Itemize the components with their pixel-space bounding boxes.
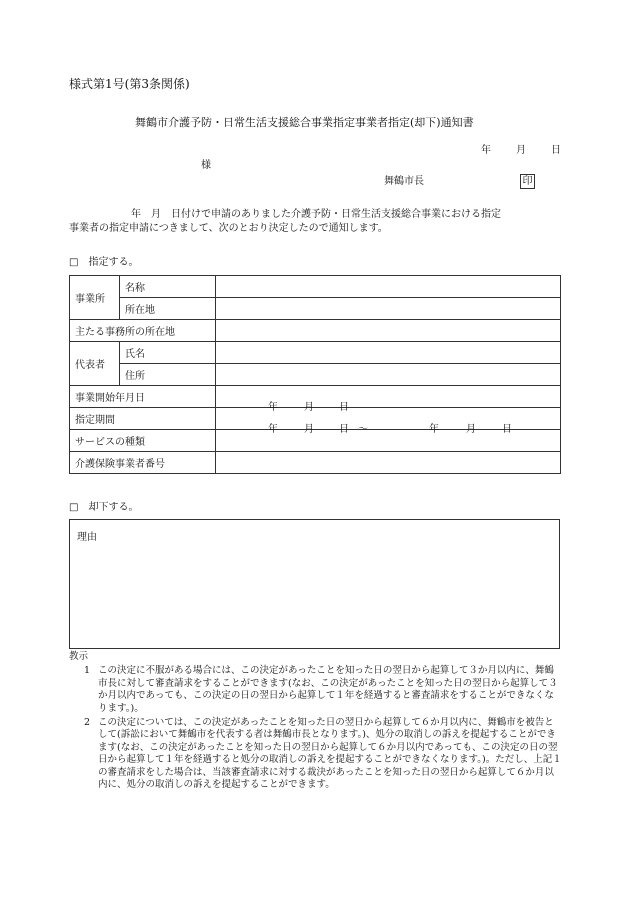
representative-label: 代表者 <box>70 342 120 386</box>
start-date-label: 事業開始年月日 <box>70 386 216 408</box>
start-date-day: 日 <box>339 402 349 413</box>
period-to-day: 日 <box>502 424 512 435</box>
reason-label: 理由 <box>77 532 97 543</box>
main-office-value[interactable] <box>216 320 561 342</box>
rep-name-label: 氏名 <box>120 342 216 364</box>
office-name-label: 名称 <box>120 276 216 298</box>
insurer-number-value[interactable] <box>216 452 561 474</box>
notice-heading: 教示 <box>69 651 89 662</box>
note-item <box>69 717 563 791</box>
designation-table <box>69 275 561 474</box>
note-number: 2 <box>84 717 91 729</box>
office-name-value[interactable] <box>216 276 561 298</box>
office-location-value[interactable] <box>216 298 561 320</box>
period-from-month: 月 <box>304 424 314 435</box>
intro-line-1: 年 月 日付けで申請のありました介護予防・日常生活支援総合事業における指定 <box>131 209 501 220</box>
issue-date-year: 年 <box>481 145 491 156</box>
start-date-year: 年 <box>268 402 278 413</box>
period-label: 指定期間 <box>70 408 216 430</box>
intro-line-2: 事業者の指定申請につきまして、次のとおり決定したので通知します。 <box>69 223 388 234</box>
approve-option[interactable]: □ 指定する。 <box>69 257 139 268</box>
issue-date-day: 日 <box>551 145 561 156</box>
insurer-number-label: 介護保険事業者番号 <box>70 452 216 474</box>
form-number: 様式第1号(第3条関係) <box>69 77 190 91</box>
rep-address-label: 住所 <box>120 364 216 386</box>
note-text: この決定に不服がある場合には、この決定があったことを知った日の翌日から起算して３か月以内に、舞鶴市長に対して審査請求をすることができます(なお、この決定があったことを知った日の翌日から起算して３か月以内であっても、この決定の日の翌日から起算して１年を経過すると審査請求をすることができなくなります。)。 <box>98 665 558 714</box>
service-type-label: サービスの種類 <box>70 430 216 452</box>
period-to-year: 年 <box>429 424 439 435</box>
appeal-notice <box>69 651 563 791</box>
main-office-label: 主たる事務所の所在地 <box>70 320 216 342</box>
addressee-honorific: 様 <box>201 160 211 171</box>
period-from-year: 年 <box>268 424 278 435</box>
note-number: 1 <box>84 665 91 677</box>
issuer-name: 舞鶴市長 <box>384 176 424 187</box>
note-text: この決定については、この決定があったことを知った日の翌日から起算して６か月以内に、舞鶴市を被告として(訴訟において舞鶴市を代表する者は舞鶴市長となります。)、処分の取消しの訴えを提起することができます(なお、この決定があったことを知った日の翌日から起算して６か月以内であっても、この決定の日の翌日から起算して１年を経過すると処分の取消しの訴えを提起することができなくなります。)。ただし、上記１の審査請求をした場合は、当該審査請求に対する裁決があったことを知った日の翌日から起算して６か月以内に、処分の取消しの訴えを提起することができます。 <box>98 717 562 791</box>
note-item <box>69 665 563 715</box>
reason-box[interactable] <box>69 519 560 649</box>
issue-date-month: 月 <box>516 145 526 156</box>
office-label: 事業所 <box>70 276 120 320</box>
document-title: 舞鶴市介護予防・日常生活支援総合事業指定事業者指定(却下)通知書 <box>135 116 474 129</box>
seal-stamp: 印 <box>520 174 535 189</box>
period-from-day: 日 <box>339 424 349 435</box>
office-location-label: 所在地 <box>120 298 216 320</box>
reject-option[interactable]: □ 却下する。 <box>69 502 139 513</box>
rep-address-value[interactable] <box>216 364 561 386</box>
start-date-month: 月 <box>304 402 314 413</box>
period-to-month: 月 <box>466 424 476 435</box>
rep-name-value[interactable] <box>216 342 561 364</box>
period-separator: ～ <box>358 424 368 435</box>
